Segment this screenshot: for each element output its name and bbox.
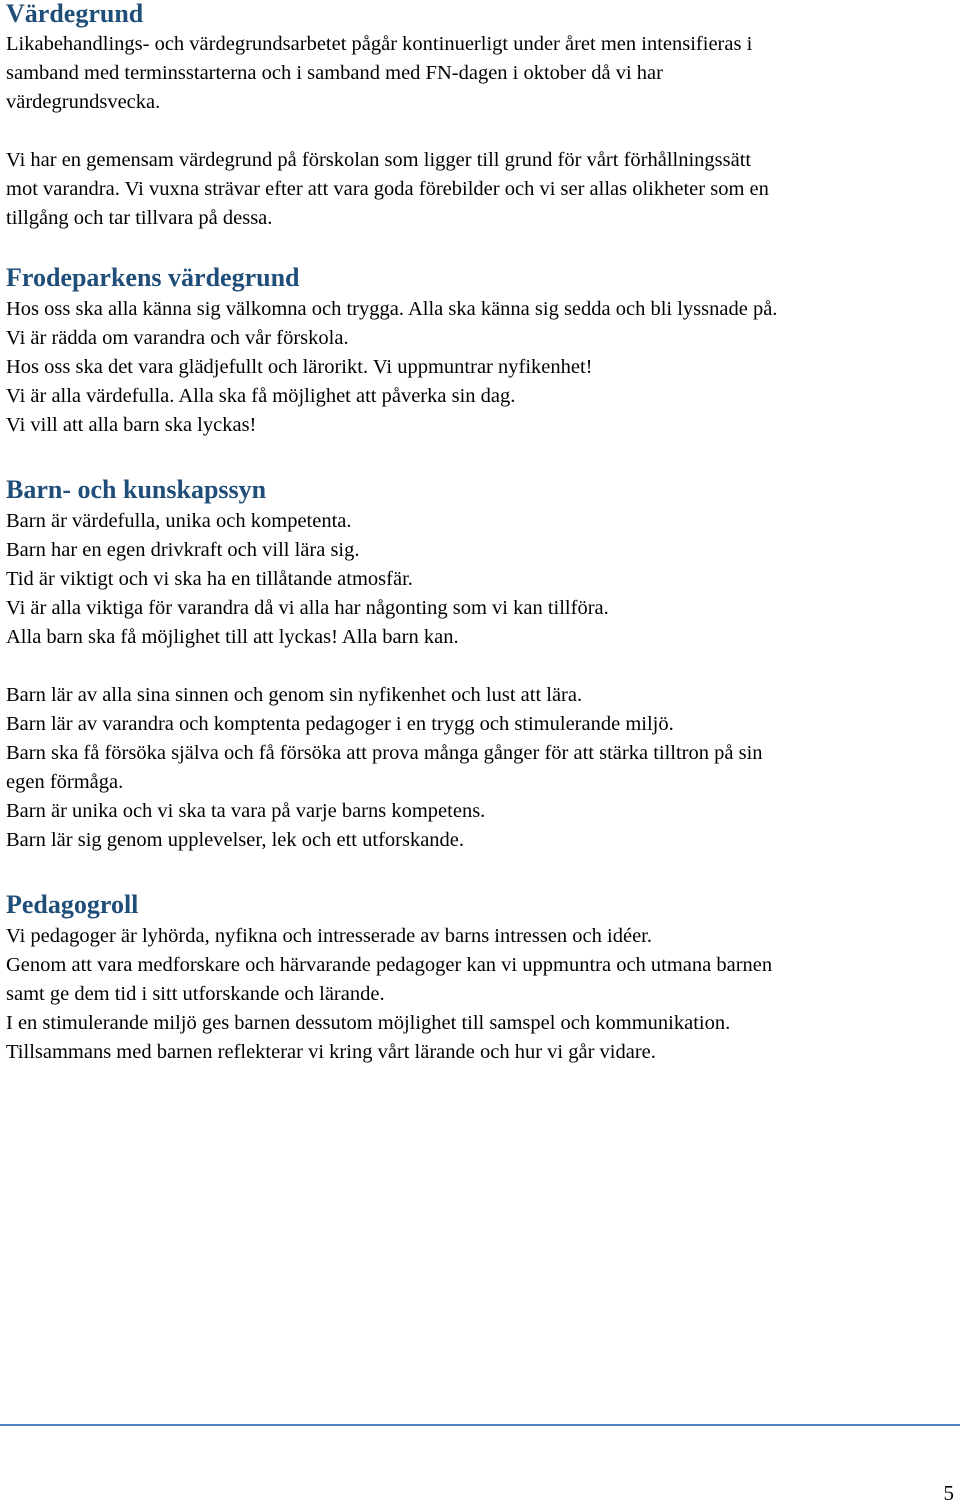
section-heading: Barn- och kunskapssyn xyxy=(6,475,267,504)
paragraph-line: samt ge dem tid i sitt utforskande och lärande. xyxy=(6,983,385,1005)
paragraph-line: Barn har en egen drivkraft och vill lära sig. xyxy=(6,539,360,561)
paragraph-line: Barn lär av alla sina sinnen och genom sin nyfikenhet och lust att lära. xyxy=(6,684,583,706)
paragraph-line: Barn är unika och vi ska ta vara på varje barns kompetens. xyxy=(6,800,486,822)
paragraph-line: mot varandra. Vi vuxna strävar efter att vara goda förebilder och vi ser allas olikheter som en xyxy=(6,178,769,200)
paragraph-line: Vi är alla viktiga för varandra då vi alla har någonting som vi kan tillföra. xyxy=(6,597,609,619)
paragraph-line: Barn är värdefulla, unika och kompetenta. xyxy=(6,510,352,532)
section-heading: Frodeparkens värdegrund xyxy=(6,263,300,292)
section-heading: Pedagogroll xyxy=(6,890,139,919)
paragraph-line: Vi har en gemensam värdegrund på förskolan som ligger till grund för vårt förhållningssätt xyxy=(6,149,752,171)
paragraph-line: Alla barn ska få möjlighet till att lyckas! Alla barn kan. xyxy=(6,626,459,648)
paragraph-line: värdegrundsvecka. xyxy=(6,91,161,113)
paragraph-line: Barn lär av varandra och komptenta pedagoger i en trygg och stimulerande miljö. xyxy=(6,713,674,735)
paragraph-line: Tillsammans med barnen reflekterar vi kring vårt lärande och hur vi går vidare. xyxy=(6,1041,656,1063)
paragraph-line: Barn ska få försöka själva och få försöka att prova många gånger för att stärka tilltron på sin xyxy=(6,742,763,764)
paragraph-line: Vi är alla värdefulla. Alla ska få möjlighet att påverka sin dag. xyxy=(6,385,516,407)
paragraph-line: tillgång och tar tillvara på dessa. xyxy=(6,207,273,229)
paragraph-gap xyxy=(6,652,763,681)
paragraph-line: Likabehandlings- och värdegrundsarbetet pågår kontinuerligt under året men intensifieras i xyxy=(6,33,753,55)
paragraph-line: Vi vill att alla barn ska lyckas! xyxy=(6,414,257,436)
paragraph-line: Hos oss ska det vara glädjefullt och lärorikt. Vi uppmuntrar nyfikenhet! xyxy=(6,356,593,378)
paragraph-line: Tid är viktigt och vi ska ha en tillåtande atmosfär. xyxy=(6,568,413,590)
paragraph-line: Barn lär sig genom upplevelser, lek och ett utforskande. xyxy=(6,829,465,851)
page-number: 5 xyxy=(943,1481,954,1505)
paragraph-line: Hos oss ska alla känna sig välkomna och trygga. Alla ska känna sig sedda och bli lyssnade på. xyxy=(6,298,778,320)
paragraph-gap xyxy=(6,117,769,146)
footer-divider xyxy=(0,1424,960,1426)
paragraph-line: Genom att vara medforskare och härvarande pedagoger kan vi uppmuntra och utmana barnen xyxy=(6,954,773,976)
paragraph-line: Vi pedagoger är lyhörda, nyfikna och intresserade av barns intressen och idéer. xyxy=(6,925,652,947)
section-vardegrund xyxy=(6,0,769,233)
paragraph-line: samband med terminsstarterna och i samband med FN-dagen i oktober då vi har xyxy=(6,62,663,84)
paragraph-line: Vi är rädda om varandra och vår förskola. xyxy=(6,327,349,349)
section-heading: Värdegrund xyxy=(6,0,144,28)
section-frodeparkens-vardegrund xyxy=(6,264,777,440)
section-barn-och-kunskapssyn xyxy=(6,476,763,855)
paragraph-line: I en stimulerande miljö ges barnen dessutom möjlighet till samspel och kommunikation. xyxy=(6,1012,731,1034)
paragraph-line: egen förmåga. xyxy=(6,771,124,793)
section-pedagogroll xyxy=(6,891,772,1067)
